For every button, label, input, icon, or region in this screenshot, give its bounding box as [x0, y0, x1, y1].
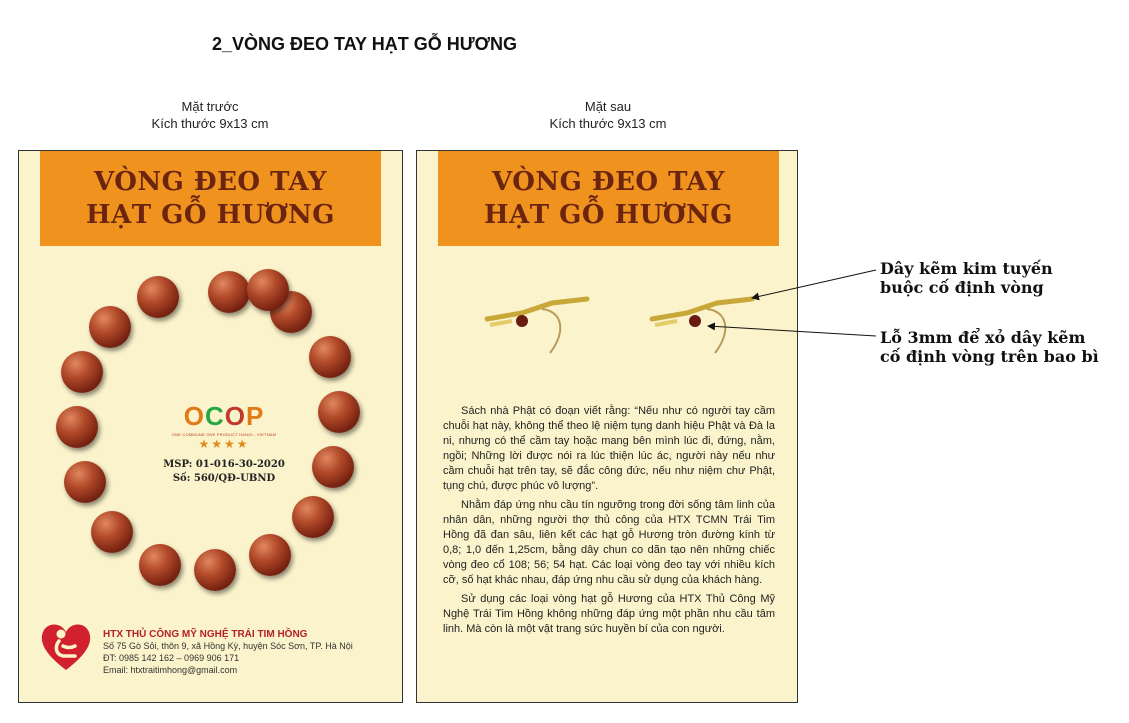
wire-annotation-line2: buộc cố định vòng: [880, 278, 1044, 297]
back-banner-line2: HẠT GỖ HƯƠNG: [484, 199, 733, 230]
decision-number: Số: 560/QĐ-UBND: [172, 473, 276, 484]
description-paragraph-3: Sử dụng các loại vòng hạt gỗ Hương của HTX Thủ Công Mỹ Nghệ Trái Tim Hồng không những đáp ứng một phần nhu cầu tâm linh. Mà còn là một vật trang sức huyền bí của con người.: [443, 593, 775, 635]
ocop-logo: OCOP: [183, 401, 265, 431]
back-banner-line1: VÒNG ĐEO TAY: [492, 166, 725, 197]
rating-stars: ★★★★: [198, 437, 250, 451]
hole-arrow: [708, 326, 876, 336]
msp-code: MSP: 01-016-30-2020: [163, 459, 285, 470]
ocop-subtitle: ONE COMMUNE ONE PRODUCT HANOI - VIETNAM: [171, 432, 277, 437]
company-address: Số 75 Gò Sỏi, thôn 9, xã Hồng Kỳ, huyện Sóc Sơn, TP. Hà Nội: [103, 641, 353, 651]
company-email: Email: htxtraitimhong@gmail.com: [103, 665, 238, 675]
description-paragraph-1: Sách nhà Phật có đoạn viết rằng: “Nếu như có người tay cầm chuỗi hạt này, không thể theo lệ niệm tụng danh hiệu Phật và Đà la ni, nhưng có thể cầm tay hoặc mang bên mình lúc đi, đứng, nằm, ngồi; Những lời được nói ra lúc thiện lúc ác, người này nếu như cầm chuỗi hạt trên tay, sẽ đắc công đức, nếu như niệm chư Phật, tụng chú, được phúc vô lượng”.: [443, 405, 775, 492]
front-banner-line2: HẠT GỖ HƯƠNG: [86, 199, 335, 230]
front-label-size: Kích thước 9x13 cm: [151, 116, 269, 131]
hole-annotation: [880, 328, 1120, 366]
back-label-size: Kích thước 9x13 cm: [549, 116, 667, 131]
hole-annotation-line2: cố định vòng trên bao bì: [880, 347, 1099, 366]
company-name: HTX THỦ CÔNG MỸ NGHỆ TRÁI TIM HỒNG: [103, 629, 308, 640]
company-phone: ĐT: 0985 142 162 – 0969 906 171: [103, 653, 240, 663]
wire-arrow: [752, 270, 876, 298]
page-title: 2_VÒNG ĐEO TAY HẠT GỖ HƯƠNG: [212, 34, 518, 54]
wire-annotation-line1: Dây kẽm kim tuyến: [880, 259, 1053, 278]
back-label-title: Mặt sau: [584, 99, 632, 114]
wire-annotation: [880, 259, 1120, 297]
hole-annotation-line1: Lỗ 3mm để xỏ dây kẽm: [880, 328, 1086, 347]
front-label-title: Mặt trước: [181, 99, 239, 114]
description-paragraph-2: Nhằm đáp ứng nhu cầu tín ngưỡng trong đời sống tâm linh của nhân dân, những người thợ thủ công của HTX TCMN Trái Tim Hồng đã đan sâu, liên kết các hạt gỗ Hương tròn đường kính từ 0,8; 1,0 đến 1,25cm, bằng dây chun co dãn tạo nên những chiếc vòng đeo cổ 108; 56; 54 hạt. Các loại vòng đeo tay với nhiều kích cỡ, số hạt khác nhau, đáp ứng nhu cầu sử dụng của khách hàng.: [443, 499, 775, 586]
front-banner-line1: VÒNG ĐEO TAY: [94, 166, 327, 197]
